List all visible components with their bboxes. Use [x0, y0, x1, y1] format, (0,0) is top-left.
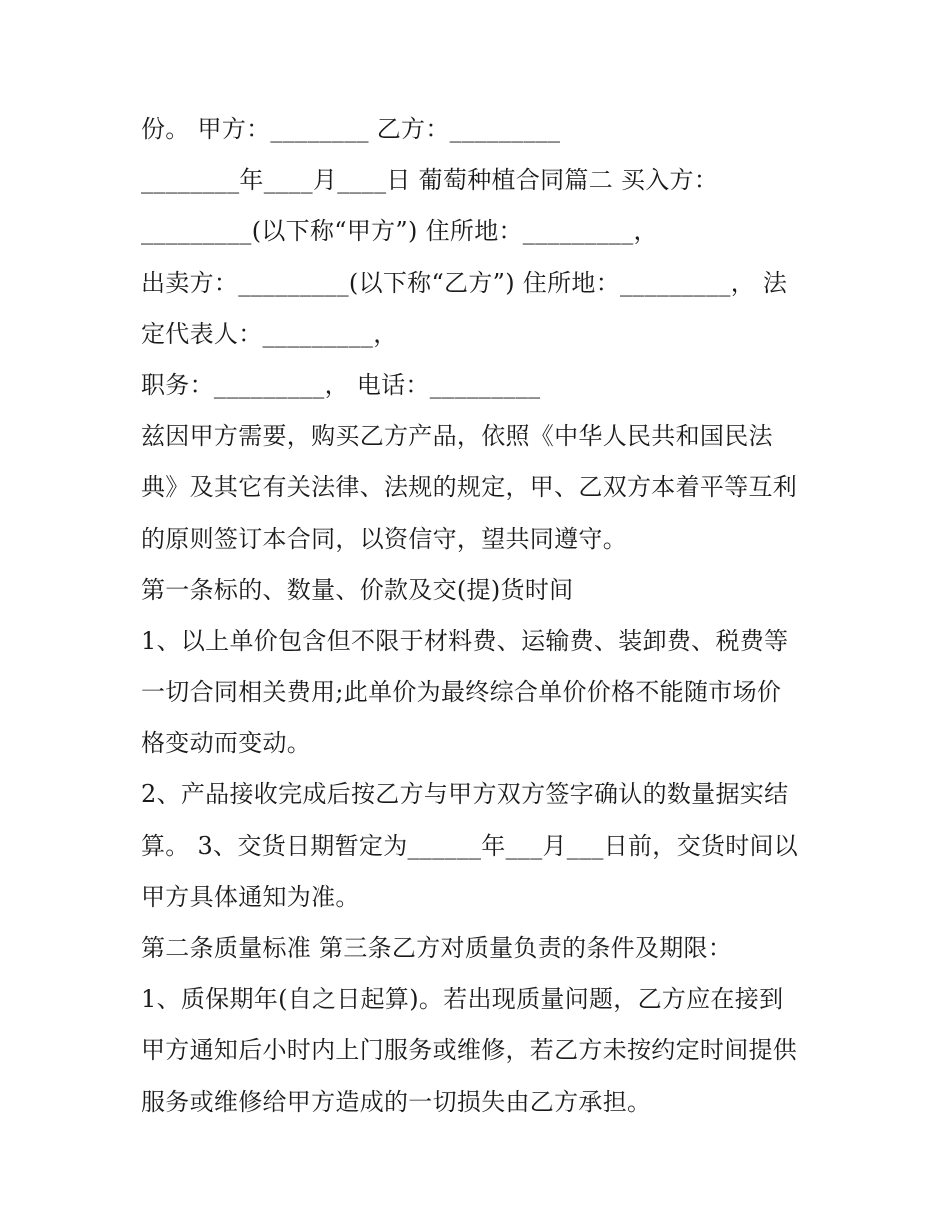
text-line: 2、产品接收完成后按乙方与甲方双方签字确认的数量据实结: [141, 780, 789, 809]
section-heading: 第二条质量标准 第三条乙方对质量负责的条件及期限：: [141, 934, 733, 962]
text-line: 出卖方：_________(以下称“乙方”) 住所地：_________， 法: [141, 268, 788, 297]
contract-body: [141, 104, 821, 1128]
text-line: ________年____月____日 葡萄种植合同篇二 买入方：: [141, 166, 719, 195]
text-line: 算。 3、交货日期暂定为______年___月___日前，交货时间以: [141, 831, 799, 860]
text-line: 格变动而变动。: [141, 729, 312, 758]
text-line: 服务或维修给甲方造成的一切损失由乙方承担。: [141, 1087, 652, 1116]
text-line: 1、以上单价包含但不限于材料费、运输费、装卸费、税费等: [141, 626, 789, 655]
text-line: 定代表人：_________，: [141, 319, 398, 348]
text-line: 甲方通知后小时内上门服务或维修，若乙方未按约定时间提供: [141, 1036, 798, 1065]
text-line: 职务：_________， 电话：_________: [141, 370, 541, 399]
text-line: 的原则签订本合同，以资信守，望共同遵守。: [141, 524, 627, 553]
text-line: 甲方具体通知为准。: [141, 882, 360, 911]
text-line: 典》及其它有关法律、法规的规定，甲、乙双方本着平等互利: [141, 473, 798, 502]
text-line: _________(以下称“甲方”) 住所地：_________，: [141, 217, 658, 246]
text-line: 份。 甲方：________ 乙方：_________: [141, 115, 561, 143]
text-line: 兹因甲方需要，购买乙方产品，依照《中华人民共和国民法: [141, 422, 773, 451]
text-line: 1、质保期年(自之日起算)。若出现质量问题，乙方应在接到: [141, 985, 784, 1014]
text-line: 一切合同相关费用;此单价为最终综合单价价格不能随市场价: [141, 678, 782, 707]
section-heading: 第一条标的、数量、价款及交(提)货时间: [141, 575, 574, 604]
